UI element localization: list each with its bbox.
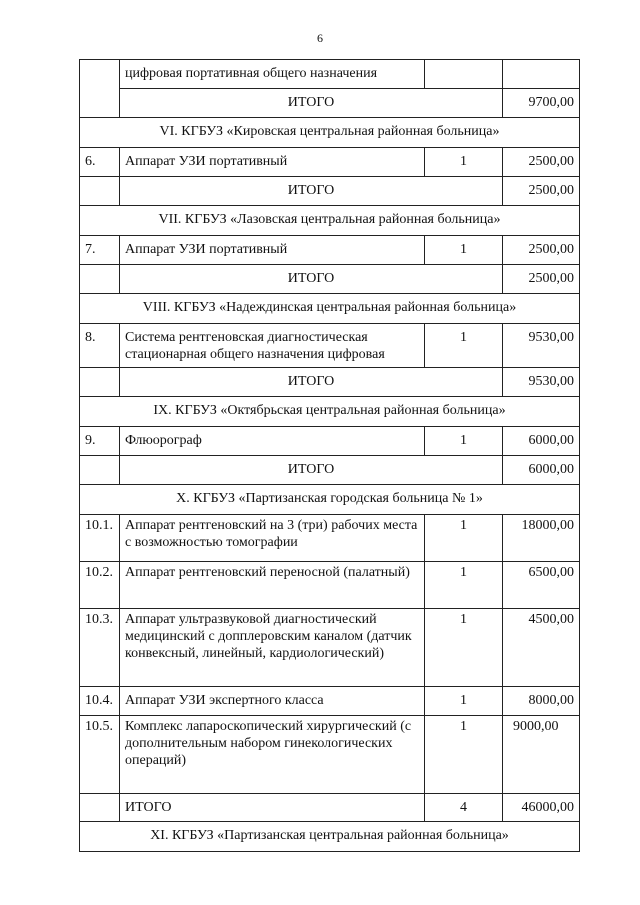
table-row bbox=[80, 324, 580, 368]
row-number bbox=[80, 60, 120, 118]
item-quantity: 1 bbox=[425, 609, 503, 687]
section-title: VI. КГБУЗ «Кировская центральная районная больница» bbox=[80, 118, 580, 148]
table-row bbox=[80, 562, 580, 609]
section-row bbox=[80, 485, 580, 515]
row-number: 10.5. bbox=[80, 716, 120, 794]
item-sum: 6500,00 bbox=[503, 562, 580, 609]
total-quantity: 4 bbox=[425, 794, 503, 822]
item-name: Аппарат ультразвуковой диагностический медицинский с допплеровским каналом (датчик конвексный, линейный, кардиологический) bbox=[120, 609, 425, 687]
row-number-empty bbox=[80, 265, 120, 294]
section-title: XI. КГБУЗ «Партизанская центральная районная больница» bbox=[80, 822, 580, 852]
row-number: 9. bbox=[80, 427, 120, 456]
section-title: VIII. КГБУЗ «Надеждинская центральная районная больница» bbox=[80, 294, 580, 324]
section-row bbox=[80, 294, 580, 324]
total-label: ИТОГО bbox=[120, 177, 503, 206]
total-label: ИТОГО bbox=[120, 265, 503, 294]
row-number: 10.3. bbox=[80, 609, 120, 687]
total-sum: 2500,00 bbox=[503, 265, 580, 294]
item-quantity: 1 bbox=[425, 236, 503, 265]
total-label: ИТОГО bbox=[120, 368, 503, 397]
item-sum: 2500,00 bbox=[503, 236, 580, 265]
section-title: IX. КГБУЗ «Октябрьская центральная районная больница» bbox=[80, 397, 580, 427]
total-sum: 46000,00 bbox=[503, 794, 580, 822]
row-number: 6. bbox=[80, 148, 120, 177]
table-row bbox=[80, 427, 580, 456]
item-quantity: 1 bbox=[425, 324, 503, 368]
row-number: 7. bbox=[80, 236, 120, 265]
table-row bbox=[80, 716, 580, 794]
item-name: цифровая портативная общего назначения bbox=[120, 60, 425, 89]
item-name: Аппарат рентгеновский на 3 (три) рабочих места с возможностью томографии bbox=[120, 515, 425, 562]
item-quantity: 1 bbox=[425, 687, 503, 716]
row-number-empty bbox=[80, 368, 120, 397]
row-number: 10.4. bbox=[80, 687, 120, 716]
row-number: 10.2. bbox=[80, 562, 120, 609]
total-row bbox=[80, 265, 580, 294]
item-sum: 9530,00 bbox=[503, 324, 580, 368]
total-sum: 6000,00 bbox=[503, 456, 580, 485]
table-row bbox=[80, 609, 580, 687]
item-quantity: 1 bbox=[425, 515, 503, 562]
section-title: VII. КГБУЗ «Лазовская центральная районная больница» bbox=[80, 206, 580, 236]
total-sum: 9700,00 bbox=[503, 89, 580, 118]
row-number-empty bbox=[80, 177, 120, 206]
table-row bbox=[80, 687, 580, 716]
row-number-empty bbox=[80, 456, 120, 485]
section-row bbox=[80, 397, 580, 427]
row-number: 10.1. bbox=[80, 515, 120, 562]
section-row bbox=[80, 822, 580, 852]
item-name: Флюорограф bbox=[120, 427, 425, 456]
item-sum: 8000,00 bbox=[503, 687, 580, 716]
total-label: ИТОГО bbox=[120, 89, 503, 118]
item-quantity: 1 bbox=[425, 427, 503, 456]
section-title: X. КГБУЗ «Партизанская городская больница № 1» bbox=[80, 485, 580, 515]
item-quantity: 1 bbox=[425, 562, 503, 609]
item-sum: 2500,00 bbox=[503, 148, 580, 177]
total-row bbox=[80, 794, 580, 822]
row-number: 8. bbox=[80, 324, 120, 368]
total-row bbox=[80, 368, 580, 397]
item-quantity: 1 bbox=[425, 716, 503, 794]
section-row bbox=[80, 206, 580, 236]
table-row bbox=[80, 236, 580, 265]
table-row bbox=[80, 148, 580, 177]
total-sum: 9530,00 bbox=[503, 368, 580, 397]
row-number-empty bbox=[80, 794, 120, 822]
total-row bbox=[80, 177, 580, 206]
equipment-table bbox=[79, 59, 580, 852]
table-row bbox=[80, 60, 580, 89]
item-name: Комплекс лапароскопический хирургический (с дополнительным набором гинекологических операций) bbox=[120, 716, 425, 794]
item-quantity bbox=[425, 60, 503, 89]
total-label: ИТОГО bbox=[120, 456, 503, 485]
total-row bbox=[80, 456, 580, 485]
item-sum: 9000,00 bbox=[503, 716, 580, 794]
item-name: Аппарат УЗИ экспертного класса bbox=[120, 687, 425, 716]
page-number: 6 bbox=[317, 31, 323, 45]
item-sum: 4500,00 bbox=[503, 609, 580, 687]
item-sum: 18000,00 bbox=[503, 515, 580, 562]
item-name: Аппарат рентгеновский переносной (палатный) bbox=[120, 562, 425, 609]
item-sum bbox=[503, 60, 580, 89]
table-row bbox=[80, 515, 580, 562]
total-sum: 2500,00 bbox=[503, 177, 580, 206]
item-name: Аппарат УЗИ портативный bbox=[120, 236, 425, 265]
item-name: Система рентгеновская диагностическая стационарная общего назначения цифровая bbox=[120, 324, 425, 368]
item-name: Аппарат УЗИ портативный bbox=[120, 148, 425, 177]
section-row bbox=[80, 118, 580, 148]
total-label: ИТОГО bbox=[120, 794, 425, 822]
item-quantity: 1 bbox=[425, 148, 503, 177]
item-sum: 6000,00 bbox=[503, 427, 580, 456]
total-row bbox=[80, 89, 580, 118]
